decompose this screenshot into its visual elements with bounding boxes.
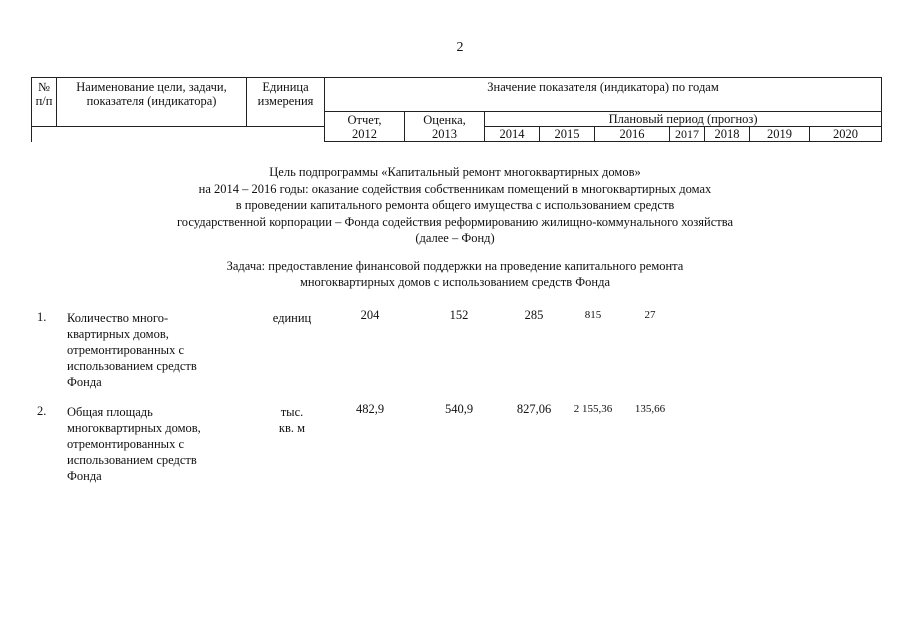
header-values: Значение показателя (индикатора) по годам [325,78,882,112]
header-year-2018: 2018 [705,127,750,142]
subprogram-goal: Цель подпрограммы «Капитальный ремонт многоквартирных домов» на 2014 – 2016 годы: оказание содействия собственникам помещений в многоквартирных домах в проведении капитального ремонта общего имущества с использованием средств государственной корпорации – Фонда содействия реформированию жилищно-коммунального хозяйства (далее – Фонд) [176,165,734,245]
value-2015: 815 [584,309,602,321]
row-indicator-name: Общая площадь многоквартирных домов, отремонтированных с использованием средств Фонда [67,405,201,483]
row-number: 1. [37,310,47,324]
subprogram-task: Задача: предоставление финансовой поддержки на проведение капитального ремонта многоквартирных домов с использованием средств Фонда [226,259,684,289]
indicator-table-header [31,77,882,142]
value-2013: 540,9 [444,402,474,416]
header-unit: Единица измерения [247,78,325,127]
header-plan: Плановый период (прогноз) [485,112,882,127]
row-unit: единиц [272,311,312,325]
value-2013: 152 [449,308,469,322]
value-2016: 135,66 [634,403,666,415]
header-year-2016: 2016 [595,127,670,142]
header-estimate: Оценка, 2013 [405,112,485,142]
row-indicator-name: Количество много- квартирных домов, отремонтированных с использованием средств Фонда [67,311,197,389]
row-number: 2. [37,404,47,418]
value-2012: 204 [360,308,380,322]
header-report: Отчет, 2012 [325,112,405,142]
header-year-2017: 2017 [670,127,705,142]
header-year-2014: 2014 [485,127,540,142]
header-year-2019: 2019 [750,127,810,142]
value-2015: 2 155,36 [573,403,613,415]
header-number: № п/п [32,78,57,127]
value-2014: 827,06 [516,402,552,416]
value-2014: 285 [524,308,544,322]
page-number: 2 [456,40,464,55]
header-name: Наименование цели, задачи, показателя (индикатора) [57,78,247,127]
value-2016: 27 [644,309,656,321]
header-year-2015: 2015 [540,127,595,142]
header-year-2020: 2020 [810,127,882,142]
row-unit: тыс. кв. м [278,405,306,435]
value-2012: 482,9 [355,402,385,416]
